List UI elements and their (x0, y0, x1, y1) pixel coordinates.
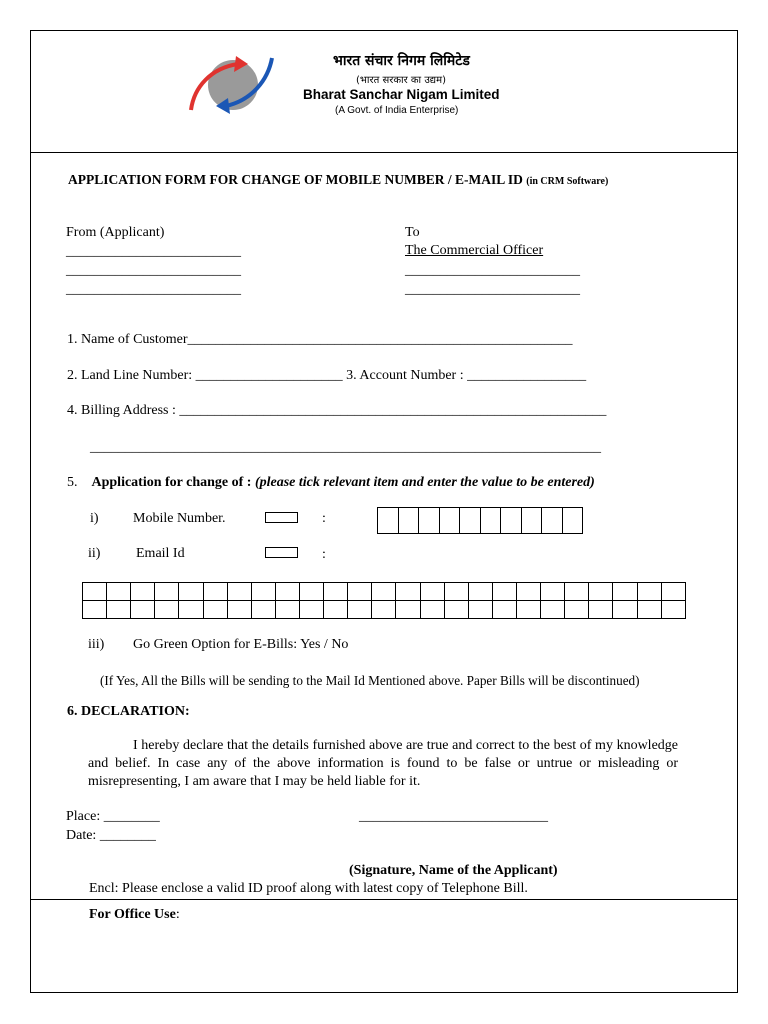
char-box[interactable] (589, 583, 613, 601)
company-name: Bharat Sanchar Nigam Limited (303, 87, 500, 102)
mobile-number-row (378, 508, 583, 534)
char-box[interactable] (589, 601, 613, 619)
hindi-company-name: भारत संचार निगम लिमिटेड (333, 53, 470, 69)
char-box[interactable] (299, 601, 323, 619)
section-5 (67, 475, 595, 491)
digit-box[interactable] (501, 508, 522, 534)
digit-box[interactable] (521, 508, 542, 534)
char-box[interactable] (613, 583, 637, 601)
office-use-colon: : (175, 907, 180, 922)
char-box[interactable] (372, 601, 396, 619)
option-1-colon: : (322, 511, 326, 526)
field-billing-address-cont[interactable]: _________________________________________________________________________ (90, 440, 601, 455)
char-box[interactable] (468, 583, 492, 601)
to-name: The Commercial Officer (405, 243, 544, 258)
char-box[interactable] (516, 583, 540, 601)
char-box[interactable] (396, 601, 420, 619)
mobile-number-grid[interactable] (377, 507, 583, 534)
header-divider (30, 152, 738, 153)
option-2-number: ii) (88, 546, 101, 561)
char-box[interactable] (492, 601, 516, 619)
option-3-number: iii) (88, 637, 105, 652)
option-2-colon: : (322, 547, 326, 562)
hindi-company-sub: (भारत सरकार का उद्यम) (356, 75, 446, 86)
char-box[interactable] (155, 601, 179, 619)
form-title-text: APPLICATION FORM FOR CHANGE OF MOBILE NUMBER / E-MAIL ID (68, 172, 523, 187)
char-box[interactable] (372, 583, 396, 601)
to-line-2[interactable]: _________________________ (405, 282, 580, 297)
section-5-note: (please tick relevant item and enter the value to be entered) (254, 475, 595, 490)
form-title-note: (in CRM Software) (526, 176, 609, 187)
from-label: From (Applicant) (66, 225, 165, 240)
bsnl-logo-icon (186, 52, 276, 120)
char-box[interactable] (420, 583, 444, 601)
field-billing-address[interactable]: 4. Billing Address : _____________________________________________________________ (67, 403, 607, 418)
char-box[interactable] (203, 601, 227, 619)
email-id-grid[interactable] (82, 582, 686, 619)
char-box[interactable] (324, 601, 348, 619)
office-use-divider (30, 899, 738, 900)
company-sub: (A Govt. of India Enterprise) (335, 105, 459, 116)
char-box[interactable] (565, 583, 589, 601)
char-box[interactable] (565, 601, 589, 619)
office-use-label: For Office Use (89, 907, 176, 922)
char-box[interactable] (179, 601, 203, 619)
char-box[interactable] (251, 601, 275, 619)
to-label: To (405, 225, 420, 240)
to-line-1[interactable]: _________________________ (405, 263, 580, 278)
place-field[interactable]: Place: ________ (66, 809, 160, 824)
mobile-tick-box[interactable] (265, 512, 298, 523)
email-tick-box[interactable] (265, 547, 298, 558)
option-2-label: Email Id (136, 546, 185, 561)
char-box[interactable] (227, 583, 251, 601)
field-landline-account[interactable]: 2. Land Line Number: _____________________ 3. Account Number : _________________ (67, 368, 587, 383)
digit-box[interactable] (419, 508, 440, 534)
enclosure-note: Encl: Please enclose a valid ID proof along with latest copy of Telephone Bill. (89, 881, 528, 896)
email-grid-row-2 (83, 601, 686, 619)
char-box[interactable] (107, 583, 131, 601)
char-box[interactable] (516, 601, 540, 619)
char-box[interactable] (83, 583, 107, 601)
char-box[interactable] (83, 601, 107, 619)
char-box[interactable] (275, 583, 299, 601)
form-title (68, 172, 608, 188)
digit-box[interactable] (480, 508, 501, 534)
char-box[interactable] (203, 583, 227, 601)
section-5-number: 5. (67, 475, 78, 490)
declaration-body (88, 737, 678, 791)
char-box[interactable] (155, 583, 179, 601)
go-green-note: (If Yes, All the Bills will be sending to the Mail Id Mentioned above. Paper Bills will be discontinued) (100, 673, 640, 688)
date-field[interactable]: Date: ________ (66, 828, 156, 843)
char-box[interactable] (637, 583, 661, 601)
char-box[interactable] (420, 601, 444, 619)
char-box[interactable] (348, 601, 372, 619)
char-box[interactable] (251, 583, 275, 601)
digit-box[interactable] (460, 508, 481, 534)
from-line-1[interactable]: _________________________ (66, 244, 241, 259)
char-box[interactable] (661, 601, 685, 619)
go-green-option[interactable]: Go Green Option for E-Bills: Yes / No (133, 637, 349, 652)
signature-label: (Signature, Name of the Applicant) (349, 863, 558, 878)
digit-box[interactable] (542, 508, 563, 534)
email-grid-row-1 (83, 583, 686, 601)
char-box[interactable] (661, 583, 685, 601)
char-box[interactable] (541, 583, 565, 601)
char-box[interactable] (444, 583, 468, 601)
option-1-number: i) (90, 511, 99, 526)
char-box[interactable] (541, 601, 565, 619)
char-box[interactable] (227, 601, 251, 619)
field-name-of-customer[interactable]: 1. Name of Customer_______________________________________________________ (67, 332, 573, 347)
char-box[interactable] (396, 583, 420, 601)
signature-line[interactable]: ___________________________ (359, 809, 548, 824)
office-use (89, 907, 180, 923)
digit-box[interactable] (439, 508, 460, 534)
char-box[interactable] (131, 583, 155, 601)
char-box[interactable] (179, 583, 203, 601)
char-box[interactable] (468, 601, 492, 619)
digit-box[interactable] (562, 508, 583, 534)
from-line-2[interactable]: _________________________ (66, 263, 241, 278)
digit-box[interactable] (398, 508, 419, 534)
from-line-3[interactable]: _________________________ (66, 282, 241, 297)
option-1-label: Mobile Number. (133, 511, 226, 526)
digit-box[interactable] (378, 508, 399, 534)
char-box[interactable] (492, 583, 516, 601)
declaration-heading: 6. DECLARATION: (67, 704, 190, 719)
char-box[interactable] (107, 601, 131, 619)
char-box[interactable] (131, 601, 155, 619)
char-box[interactable] (275, 601, 299, 619)
char-box[interactable] (637, 601, 661, 619)
char-box[interactable] (299, 583, 323, 601)
char-box[interactable] (444, 601, 468, 619)
section-5-label: Application for change of : (91, 475, 252, 490)
char-box[interactable] (324, 583, 348, 601)
char-box[interactable] (348, 583, 372, 601)
char-box[interactable] (613, 601, 637, 619)
declaration-text: I hereby declare that the details furnished above are true and correct to the best of my knowledge and belief. In case any of the above information is found to be false or untrue or misleading or misrepresenting, I am aware that I may be held liable for it. (88, 738, 678, 789)
